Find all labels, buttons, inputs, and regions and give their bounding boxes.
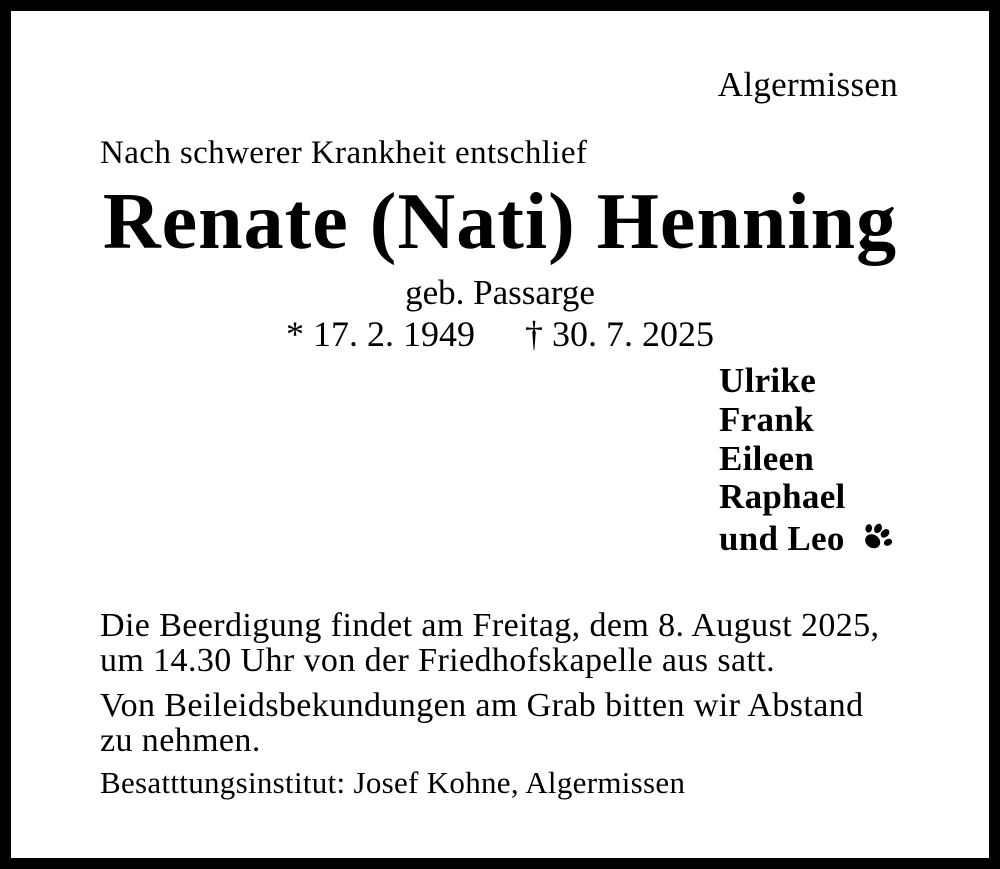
location-label: Algermissen [717,65,898,104]
funeral-home-line: Besatttungsinstitut: Josef Kohne, Algermissen [100,765,686,800]
mourner-name: Frank [719,399,814,439]
mourner-name-text: und Leo [719,519,845,559]
death-date: † 30. 7. 2025 [525,314,714,354]
condolence-note [100,688,863,758]
burial-line: Die Beerdigung findet am Freitag, dem 8. August 2025, [100,607,880,644]
mourners-list [719,362,896,559]
burial-line: um 14.30 Uhr von der Friedhofskapelle aus satt. [100,642,776,679]
mourner-name: Raphael [719,477,846,517]
life-dates [11,314,989,354]
mourner-name [719,517,896,559]
birth-date: * 17. 2. 1949 [286,314,475,354]
deceased-name: Renate (Nati) Henning [102,178,898,266]
intro-line: Nach schwerer Krankheit entschlief [100,135,588,171]
mourner-name: Eileen [719,438,815,478]
condolence-line: zu nehmen. [100,722,261,759]
condolence-line: Von Beileidsbekundungen am Grab bitten wir Abstand [100,687,864,724]
burial-info [100,608,879,678]
mourner-name: Ulrike [719,361,817,400]
paw-print-icon [860,520,896,553]
maiden-name: geb. Passarge [405,273,595,312]
